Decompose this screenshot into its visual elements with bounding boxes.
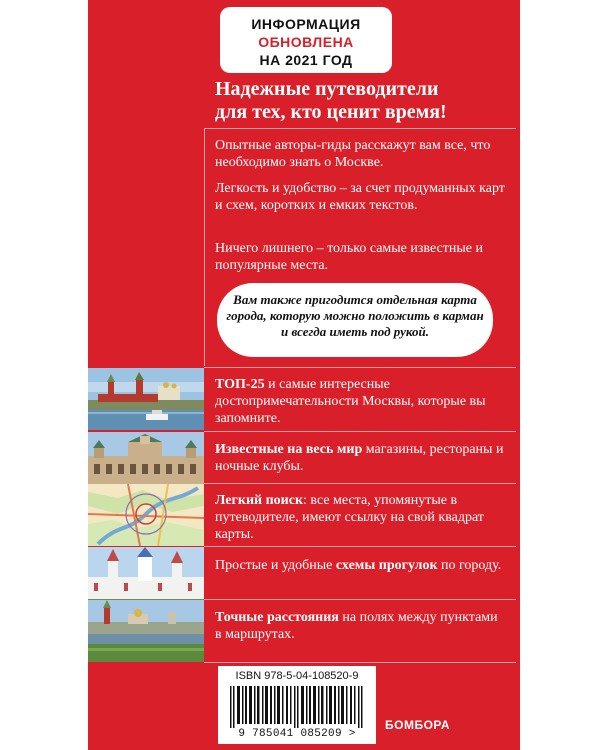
feature-search xyxy=(215,492,505,543)
divider-3 xyxy=(204,546,516,547)
feature-walks xyxy=(215,557,505,574)
update-badge xyxy=(220,7,392,73)
barcode-icon xyxy=(230,686,364,728)
map-photo xyxy=(88,484,204,546)
feature-distances-bold: Точные расстояния xyxy=(215,610,339,625)
feature-shops-bold: Известные на весь мир xyxy=(215,442,363,457)
panorama-photo xyxy=(88,600,204,662)
divider-4 xyxy=(204,599,516,600)
badge-line-3: НА 2021 ГОД xyxy=(259,52,353,68)
feature-top25-bold: ТОП-25 xyxy=(215,377,265,392)
intro-paragraph-2: Легкость и удобство – за счет продуманных карт и схем, коротких и емких текстов. xyxy=(215,181,505,213)
publisher-logo: БОМБОРА xyxy=(385,718,451,732)
intro-paragraph-1: Опытные авторы-гиды расскажут вам все, что необходимо знать о Москве. xyxy=(215,138,491,170)
badge-line-1: ИНФОРМАЦИЯ xyxy=(251,16,361,32)
feature-walks-pre: Простые и удобные xyxy=(215,558,336,573)
divider-5 xyxy=(204,662,516,663)
kremlin-photo xyxy=(88,368,204,430)
feature-walks-bold: схемы прогулок xyxy=(335,558,438,573)
callout-bubble xyxy=(217,283,493,357)
feature-search-text: : все места, упомянутые в путеводителе, имеют ссылку на свой квадрат карты. xyxy=(215,493,484,542)
feature-distances-text: на полях между пунктами в маршрутах. xyxy=(215,610,498,642)
divider-2 xyxy=(204,483,516,484)
headline-line-2: для тех, кто ценит время! xyxy=(215,101,447,123)
barcode-digits: 9 785041 085209 > xyxy=(238,728,356,740)
isbn-number: ISBN 978-5-04-108520-9 xyxy=(235,670,359,682)
headline xyxy=(215,78,515,124)
feature-search-bold: Легкий поиск xyxy=(215,493,304,508)
intro-paragraph-3: Ничего лишнего – только самые известные и популярные места. xyxy=(215,241,483,273)
feature-shops-text: магазины, рестораны и ночные клубы. xyxy=(215,442,504,474)
feature-top25 xyxy=(215,376,505,427)
callout-text: Вам также пригодится отдельная карта города, которую можно положить в карман и всегда иметь под рукой. xyxy=(226,292,484,339)
feature-top25-text: и самые интересные достопримечательности Москвы, которые вы запомните. xyxy=(215,377,486,426)
feature-distances xyxy=(215,609,505,643)
divider-vertical xyxy=(204,128,205,366)
divider-top xyxy=(204,128,516,129)
feature-shops xyxy=(215,441,505,475)
divider-1 xyxy=(204,431,516,432)
isbn-barcode-block xyxy=(218,666,376,744)
feature-walks-text: по городу. xyxy=(437,558,502,573)
divider-features xyxy=(204,367,516,368)
badge-line-2: ОБНОВЛЕНА xyxy=(258,34,354,50)
headline-line-1: Надежные путеводители xyxy=(215,78,439,100)
